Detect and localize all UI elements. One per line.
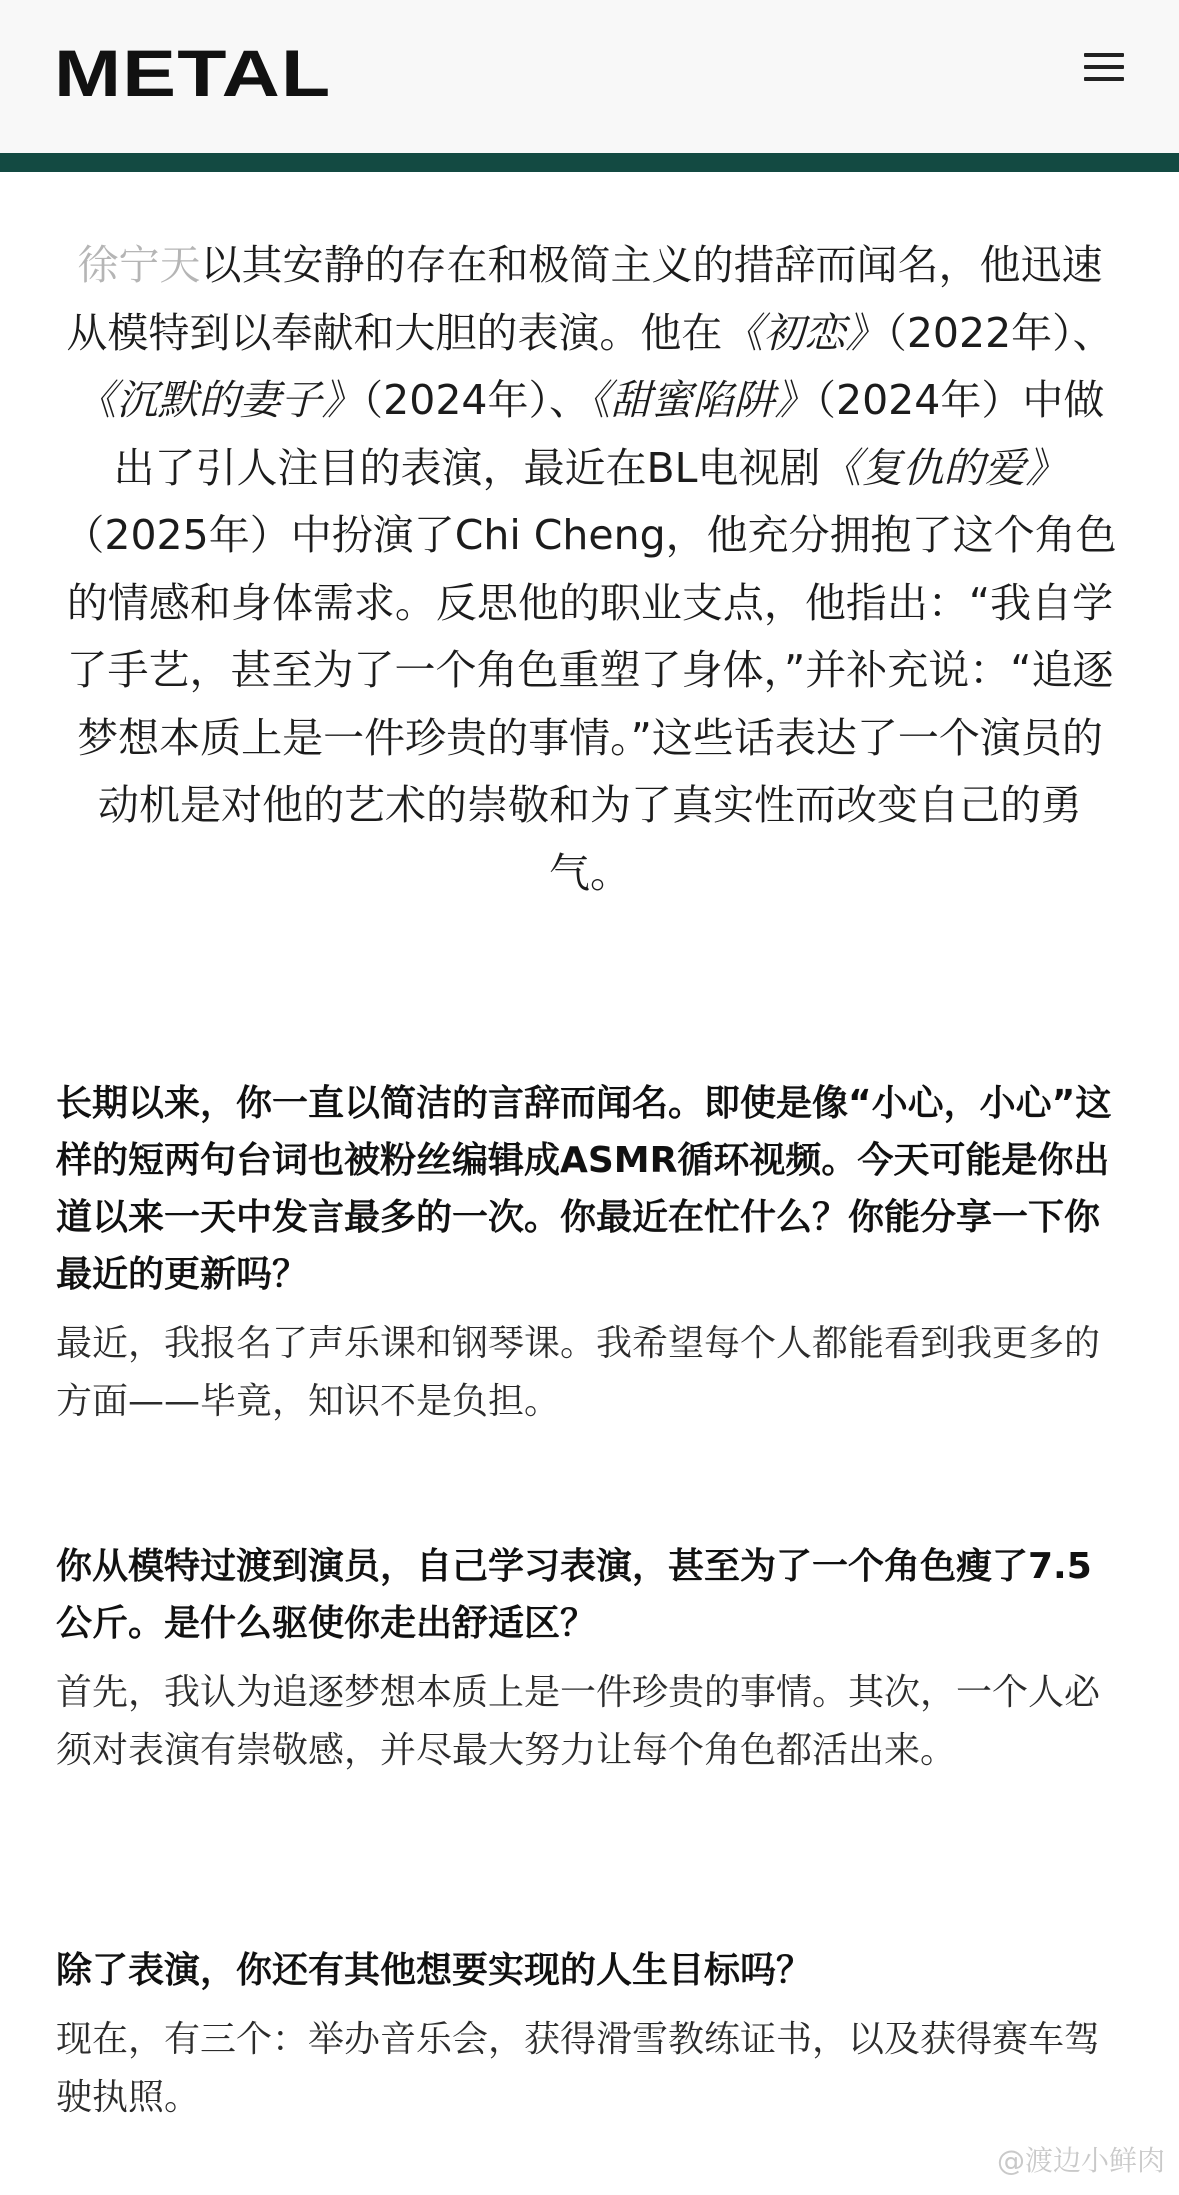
work-title: 《甜蜜陷阱》 bbox=[590, 376, 816, 424]
interview-question: 长期以来，你一直以简洁的言辞而闻名。即使是像“小心，小心”这样的短两句台词也被粉丝编辑成ASMR循环视频。今天可能是你出道以来一天中发言最多的一次。你最近在忙什么？你能分享一下你最近的更新吗？ bbox=[56, 1083, 1112, 1295]
hamburger-menu-icon[interactable] bbox=[1080, 48, 1128, 86]
intro-text: （2024年）、 bbox=[362, 376, 590, 424]
actor-name-link[interactable]: 徐宁天 bbox=[77, 241, 201, 289]
intro-text: （2024年）中做出了引人注目的表演，最近在BL电视剧 bbox=[113, 376, 1105, 492]
menu-line bbox=[1084, 53, 1124, 57]
qa-block bbox=[56, 1942, 1126, 2127]
intro-text: （2022年）、 bbox=[886, 308, 1114, 357]
site-header bbox=[0, 0, 1179, 153]
work-title: 《复仇的爱》 bbox=[820, 443, 1067, 492]
header-accent-bar bbox=[0, 153, 1179, 172]
intro-text: 以其安静的存在和极简主义的措辞而闻名，他迅速从模特到以奉献和大胆的表演。他在 bbox=[66, 241, 1103, 357]
article-intro-paragraph bbox=[58, 232, 1122, 907]
interview-question: 你从模特过渡到演员，自己学习表演，甚至为了一个角色瘦了7.5公斤。是什么驱使你走出舒适区？ bbox=[56, 1546, 1092, 1644]
site-logo[interactable]: METAL bbox=[54, 36, 332, 110]
qa-block bbox=[56, 1075, 1126, 1431]
menu-line bbox=[1084, 77, 1124, 81]
weibo-watermark: @渡边小鲜肉 bbox=[996, 2144, 1165, 2177]
qa-block bbox=[56, 1538, 1126, 1780]
menu-line bbox=[1084, 65, 1124, 69]
work-title: 《沉默的妻子》 bbox=[75, 376, 363, 424]
interview-question: 除了表演，你还有其他想要实现的人生目标吗？ bbox=[56, 1950, 813, 1991]
interview-answer: 现在，有三个：举办音乐会，获得滑雪教练证书，以及获得赛车驾驶执照。 bbox=[56, 2019, 1101, 2118]
work-title: 《初恋》 bbox=[722, 308, 887, 357]
interview-answer: 首先，我认为追逐梦想本质上是一件珍贵的事情。其次，一个人必须对表演有崇敬感，并尽最大努力让每个角色都活出来。 bbox=[56, 1672, 1101, 1771]
intro-text: （2025年）中扮演了Chi Cheng，他充分拥抱了这个角色的情感和身体需求。反思他的职业支点，他指出：“我自学了手艺，甚至为了一个角色重塑了身体，”并补充说：“追逐梦想本质上是一件珍贵的事情。”这些话表达了一个演员的动机是对他的艺术的崇敬和为了真实性而改变自己的勇气。 bbox=[63, 511, 1117, 897]
interview-answer: 最近，我报名了声乐课和钢琴课。我希望每个人都能看到我更多的方面——毕竟，知识不是负担。 bbox=[56, 1323, 1101, 1422]
